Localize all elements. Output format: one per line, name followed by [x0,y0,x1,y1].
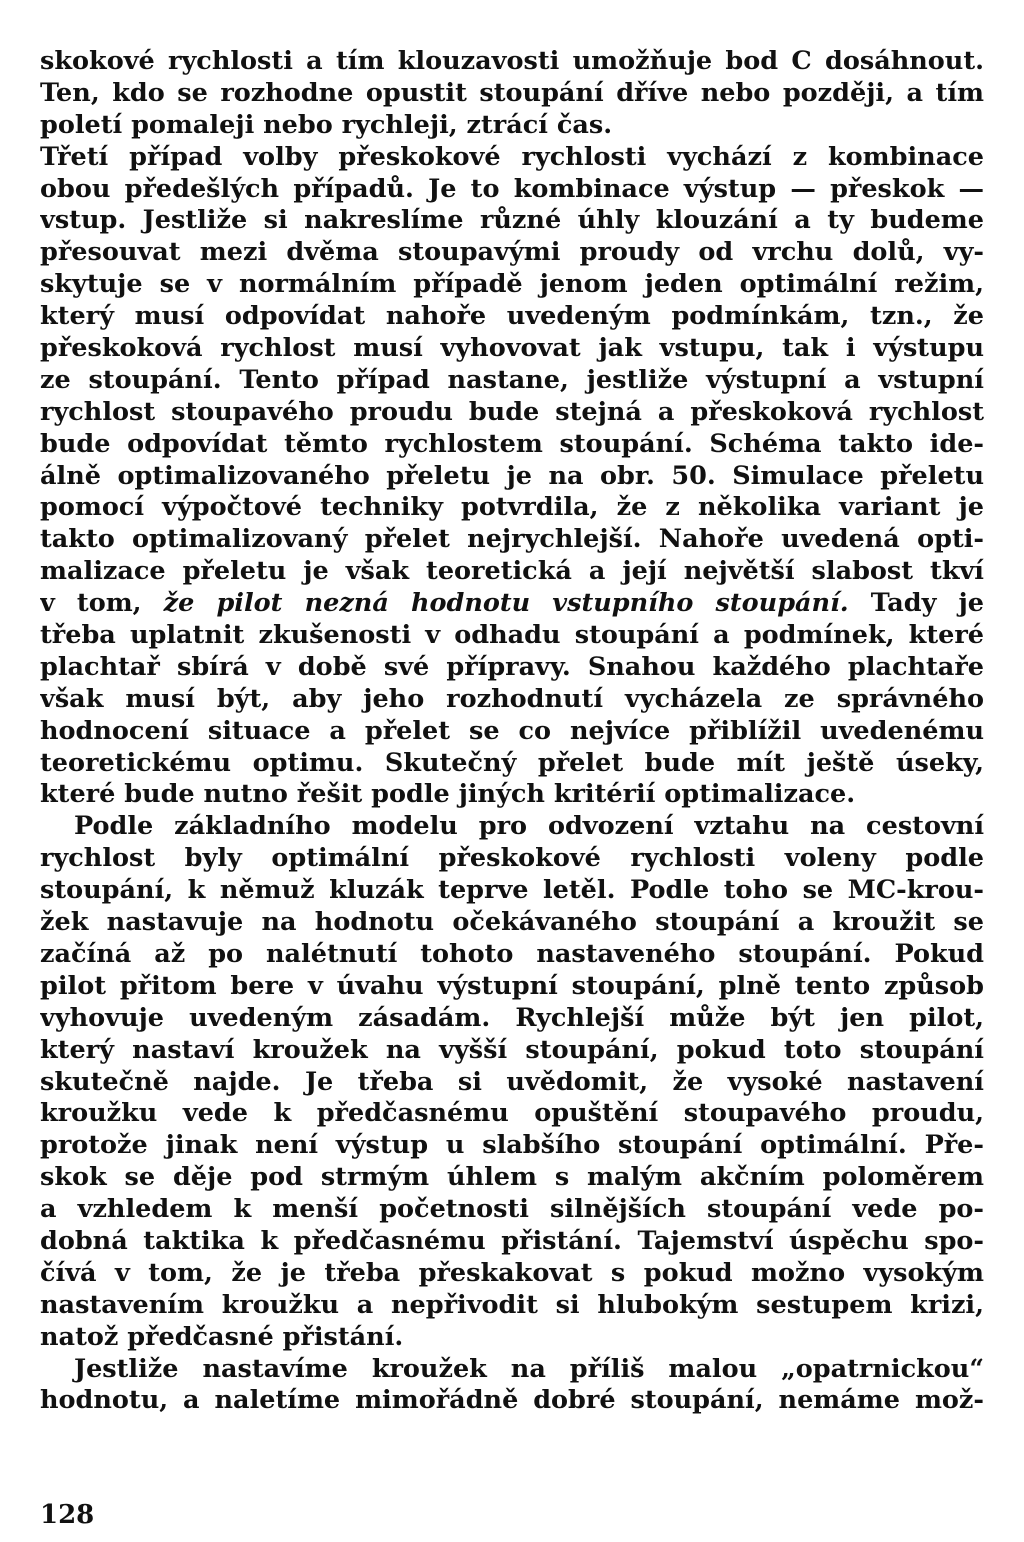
text-line: hodnotu, a naletíme mimořádně dobré stoupání, nemáme mož- [40,1385,984,1416]
text-line: rychlost stoupavého proudu bude stejná a přeskoková rychlost [40,396,984,427]
text-run: v tom, [40,588,164,619]
text-line: a vzhledem k menší početnosti silnějších stoupání vede po- [40,1194,984,1225]
text-line: plachtař sbírá v době své přípravy. Snahou každého plachtaře [40,651,984,682]
text-line: skokové rychlosti a tím klouzavosti umožňuje bod C dosáhnout. [40,46,984,76]
text-line: skok se děje pod strmým úhlem s malým akčním poloměrem [40,1162,984,1193]
text-line: které bude nutno řešit podle jiných kritérií optimalizace. [40,779,856,810]
text-line: však musí být, aby jeho rozhodnutí vycházela ze správného [40,683,984,714]
text-line: třeba uplatnit zkušenosti v odhadu stoupání a podmínek, které [40,620,984,651]
text-line: Podle základního modelu pro odvození vztahu na cestovní [74,811,984,842]
text-line: natož předčasné přistání. [40,1321,404,1352]
text-line: který nastaví kroužek na vyšší stoupání, pokud toto stoupání [40,1034,984,1065]
text-line: kroužku vede k předčasnému opuštění stoupavého proudu, [40,1098,984,1129]
text-line: pomocí výpočtové techniky potvrdila, že z několika variant je [40,492,984,523]
text-line-with-italic [40,588,984,620]
text-line: přesouvat mezi dvěma stoupavými proudy od vrchu dolů, vy- [40,237,984,268]
text-line: takto optimalizovaný přelet nejrychlejší. Nahoře uvedená opti- [40,524,984,555]
text-line: skytuje se v normálním případě jenom jeden optimální režim, [40,269,984,300]
page-number: 128 [40,1500,95,1530]
text-line: začíná až po nalétnutí tohoto nastaveného stoupání. Pokud [40,938,984,969]
italic-text-run: že pilot nezná hodnotu vstupního stoupání. [163,588,849,619]
text-line: rychlost byly optimální přeskokové rychlosti voleny podle [40,843,984,874]
text-line: Jestliže nastavíme kroužek na příliš malou „opatrnickou“ [74,1353,984,1384]
text-line: nastavením kroužku a nepřivodit si hlubokým sestupem krizi, [40,1289,984,1320]
text-line: ze stoupání. Tento případ nastane, jestliže výstupní a vstupní [40,364,984,395]
text-line: který musí odpovídat nahoře uvedeným podmínkám, tzn., že [40,301,984,332]
text-line: pilot přitom bere v úvahu výstupní stoupání, plně tento způsob [40,970,984,1001]
page-text-block [40,46,984,1417]
text-line: obou předešlých případů. Je to kombinace výstup — přeskok — [40,173,984,204]
text-line: bude odpovídat těmto rychlostem stoupání. Schéma takto ide- [40,428,984,459]
text-line: přeskoková rychlost musí vyhovovat jak vstupu, tak i výstupu [40,333,984,364]
text-line: vyhovuje uvedeným zásadám. Rychlejší může být jen pilot, [40,1002,984,1033]
text-line: teoretickému optimu. Skutečný přelet bude mít ještě úseky, [40,747,984,778]
text-line: stoupání, k němuž kluzák teprve letěl. Podle toho se MC-krou- [40,875,984,906]
text-line: poletí pomaleji nebo rychleji, ztrácí čas. [40,109,613,140]
text-line: álně optimalizovaného přeletu je na obr. 50. Simulace přeletu [40,460,984,491]
text-line: skutečně najde. Je třeba si uvědomit, že vysoké nastavení [40,1066,984,1097]
text-line: čívá v tom, že je třeba přeskakovat s pokud možno vysokým [40,1257,984,1288]
text-line: Třetí případ volby přeskokové rychlosti vychází z kombinace [40,141,984,172]
text-line: malizace přeletu je však teoretická a její největší slabost tkví [40,556,984,587]
text-line: vstup. Jestliže si nakreslíme různé úhly klouzání a ty budeme [40,205,984,236]
text-line: dobná taktika k předčasnému přistání. Tajemství úspěchu spo- [40,1225,984,1256]
text-line: protože jinak není výstup u slabšího stoupání optimální. Pře- [40,1130,984,1161]
text-run: Tady je [848,588,984,619]
text-line: Ten, kdo se rozhodne opustit stoupání dříve nebo později, a tím [40,77,984,108]
text-line: žek nastavuje na hodnotu očekávaného stoupání a kroužit se [40,907,984,938]
text-line: hodnocení situace a přelet se co nejvíce přiblížil uvedenému [40,715,984,746]
